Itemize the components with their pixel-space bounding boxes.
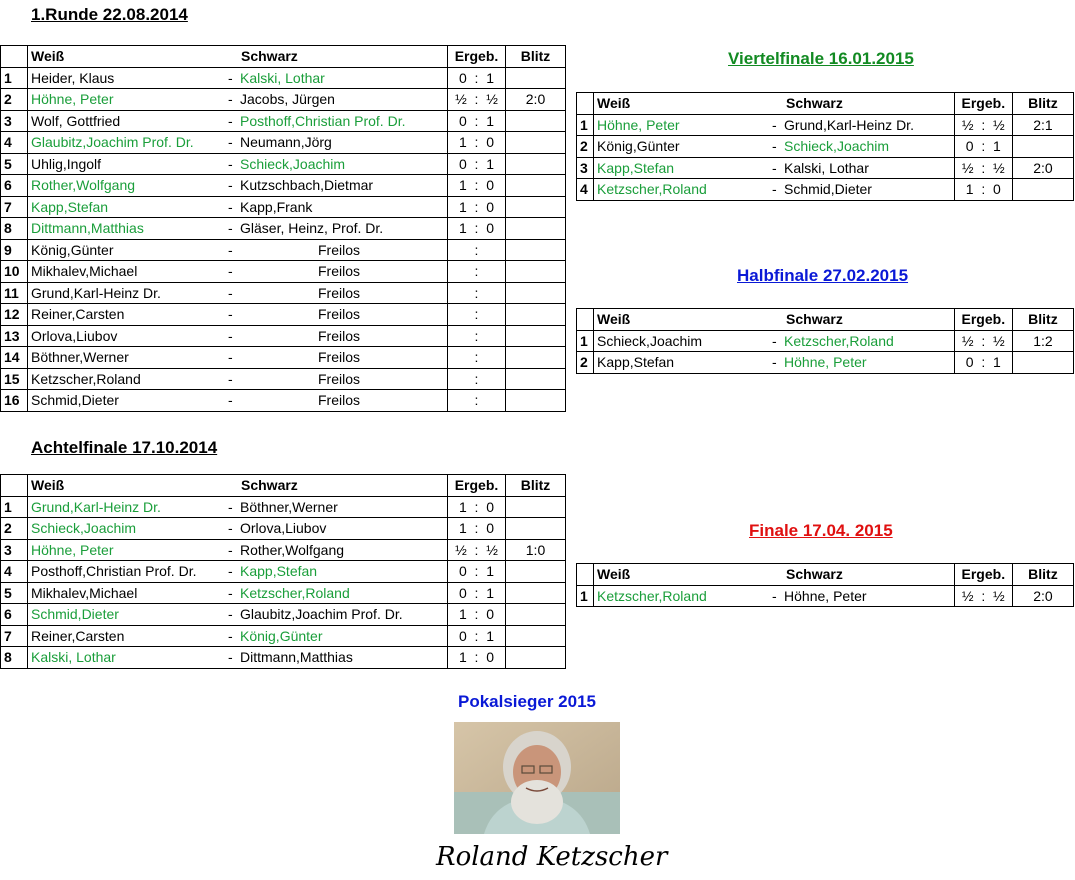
table-row [577,179,1074,201]
viertel-title: Viertelfinale 16.01.2015 [728,49,914,68]
white-player: Kapp,Stefan [31,198,109,215]
header-white: Weiß [31,477,65,493]
black-player: Freilos [318,349,361,365]
black-player: Posthoff,Christian Prof. Dr. [240,112,406,129]
header-black: Schwarz [241,477,298,493]
result-cell: : [448,368,506,390]
result-cell: : [448,261,506,283]
table-row [1,561,566,583]
header-number [1,475,28,497]
black-player: Orlova,Liubov [240,520,327,536]
table-header-row [1,475,566,497]
black-player: Kalski, Lothar [784,159,869,176]
row-number: 7 [1,196,28,218]
result-cell: 1 : 0 [448,196,506,218]
pairing-cell [28,625,448,647]
result-cell: 1 : 0 [954,179,1012,201]
blitz-cell [506,561,566,583]
black-player: Dittmann,Matthias [240,649,353,665]
white-player: Kapp,Stefan [597,354,675,370]
pairing-cell [28,539,448,561]
header-white: Weiß [597,95,631,111]
header-white: Weiß [597,311,631,327]
pairing-cell [28,132,448,154]
black-player: Freilos [318,284,361,301]
pairing-dash: - [228,584,233,601]
black-player: Schieck,Joachim [240,155,346,172]
header-black: Schwarz [786,566,843,582]
blitz-cell [506,368,566,390]
row-number: 10 [1,261,28,283]
pairing-dash: - [228,606,233,622]
header-result: Ergeb. [954,564,1012,586]
header-white: Weiß [597,566,631,582]
table-row [1,110,566,132]
result-cell: 1 : 0 [448,175,506,197]
blitz-cell [506,110,566,132]
row-number: 1 [577,114,594,136]
portrait-photo [454,722,620,834]
table-row [577,157,1074,179]
row-number: 5 [1,582,28,604]
pairing-dash: - [228,284,233,301]
black-player: Ketzscher,Roland [240,584,350,601]
blitz-cell [506,390,566,412]
achtel-title: Achtelfinale 17.10.2014 [31,438,218,457]
white-player: Höhne, Peter [31,91,114,107]
pairing-cell [28,647,448,669]
pairing-cell [28,239,448,261]
result-cell: 0 : 1 [448,153,506,175]
blitz-cell [1012,352,1073,374]
halb-title: Halbfinale 27.02.2015 [737,266,909,285]
header-black: Schwarz [241,48,298,64]
table-header-row [577,93,1074,115]
pairing-cell [594,179,955,201]
result-cell: 0 : 1 [448,561,506,583]
header-players [28,475,448,497]
pairing-cell [28,325,448,347]
black-player: Freilos [318,370,361,387]
white-player: Mikhalev,Michael [31,584,138,601]
table-row [1,582,566,604]
blitz-cell [506,347,566,369]
table-row [1,67,566,89]
white-player: Glaubitz,Joachim Prof. Dr. [31,134,194,150]
table-row [1,390,566,412]
round1-title: 1.Runde 22.08.2014 [31,5,188,24]
blitz-cell: 1:2 [1012,330,1073,352]
black-player: Böthner,Werner [240,498,338,515]
result-cell: : [448,282,506,304]
result-cell: : [448,390,506,412]
pairing-dash: - [228,112,233,129]
header-number [577,93,594,115]
pairing-dash: - [228,220,233,236]
pairing-cell [28,218,448,240]
blitz-cell [506,153,566,175]
table-row [1,239,566,261]
pairing-cell [28,196,448,218]
blitz-cell [506,196,566,218]
white-player: König,Günter [597,138,680,154]
pairing-cell [28,282,448,304]
white-player: Heider, Klaus [31,69,115,86]
header-players [594,564,955,586]
pairing-dash: - [228,349,233,365]
pairing-cell [594,136,955,158]
result-cell: 1 : 0 [448,604,506,626]
pairing-cell [28,175,448,197]
header-number [577,309,594,331]
white-player: Schmid,Dieter [31,606,119,622]
row-number: 13 [1,325,28,347]
white-player: Schieck,Joachim [31,520,137,536]
row-number: 3 [577,157,594,179]
row-number: 3 [1,110,28,132]
white-player: Böthner,Werner [31,349,129,365]
row-number: 14 [1,347,28,369]
black-player: Neumann,Jörg [240,134,332,150]
pairing-dash: - [228,327,233,344]
header-blitz: Blitz [506,46,566,68]
row-number: 7 [1,625,28,647]
achtel-table [0,474,566,669]
table-row [577,330,1074,352]
black-player: Freilos [318,392,361,408]
black-player: Freilos [318,241,361,258]
white-player: König,Günter [31,241,114,258]
finale-title: Finale 17.04. 2015 [749,521,893,540]
white-player: Höhne, Peter [597,116,680,133]
header-white: Weiß [31,48,65,64]
black-player: Freilos [318,306,361,322]
row-number: 4 [1,561,28,583]
pairing-cell [28,496,448,518]
pairing-dash: - [228,306,233,322]
result-cell: 0 : 1 [954,352,1012,374]
pairing-cell [28,110,448,132]
pairing-dash: - [228,69,233,86]
table-header-row [577,309,1074,331]
pairing-dash: - [228,155,233,172]
white-player: Kalski, Lothar [31,649,116,665]
header-blitz: Blitz [1012,564,1073,586]
header-blitz: Blitz [1012,93,1073,115]
pairing-dash: - [228,177,233,193]
black-player: Höhne, Peter [784,587,867,604]
result-cell: ½ : ½ [448,89,506,111]
table-row [1,518,566,540]
pairing-dash: - [772,332,777,349]
table-row [1,175,566,197]
black-player: Rother,Wolfgang [240,541,345,558]
row-number: 2 [1,89,28,111]
black-player: Höhne, Peter [784,354,867,370]
result-cell: ½ : ½ [954,330,1012,352]
result-cell: 1 : 0 [448,518,506,540]
white-player: Grund,Karl-Heinz Dr. [31,284,161,301]
result-cell: 0 : 1 [448,625,506,647]
header-black: Schwarz [786,311,843,327]
black-player: Ketzscher,Roland [784,332,894,349]
white-player: Schieck,Joachim [597,332,703,349]
result-cell: ½ : ½ [954,114,1012,136]
table-row [577,352,1074,374]
header-players [594,309,955,331]
result-cell: ½ : ½ [954,157,1012,179]
black-player: Gläser, Heinz, Prof. Dr. [240,220,384,236]
header-black: Schwarz [786,95,843,111]
blitz-cell [1012,179,1073,201]
pairing-cell [594,352,955,374]
blitz-cell [506,132,566,154]
result-cell: 0 : 1 [954,136,1012,158]
black-player: Grund,Karl-Heinz Dr. [784,116,914,133]
row-number: 1 [1,67,28,89]
blitz-cell [506,218,566,240]
header-blitz: Blitz [506,475,566,497]
header-number [1,46,28,68]
white-player: Reiner,Carsten [31,306,125,322]
black-player: König,Günter [240,627,323,644]
table-row [1,347,566,369]
row-number: 15 [1,368,28,390]
white-player: Mikhalev,Michael [31,263,138,279]
blitz-cell [506,304,566,326]
pairing-dash: - [772,354,777,370]
row-number: 12 [1,304,28,326]
pairing-cell [28,261,448,283]
pairing-dash: - [772,181,777,197]
blitz-cell: 1:0 [506,539,566,561]
pairing-cell [594,157,955,179]
table-header-row [577,564,1074,586]
black-player: Kutzschbach,Dietmar [240,177,374,193]
blitz-cell [506,582,566,604]
table-row [1,196,566,218]
result-cell: 1 : 0 [448,132,506,154]
pairing-cell [594,585,955,607]
table-row [1,368,566,390]
row-number: 11 [1,282,28,304]
white-player: Reiner,Carsten [31,627,125,644]
result-cell: 1 : 0 [448,647,506,669]
row-number: 1 [1,496,28,518]
white-player: Rother,Wolfgang [31,177,136,193]
header-blitz: Blitz [1012,309,1073,331]
pairing-dash: - [228,541,233,558]
pairing-dash: - [228,392,233,408]
pairing-dash: - [772,138,777,154]
pairing-dash: - [228,134,233,150]
result-cell: : [448,304,506,326]
pairing-cell [28,89,448,111]
result-cell: : [448,325,506,347]
blitz-cell [506,625,566,647]
pairing-dash: - [228,649,233,665]
pairing-dash: - [228,520,233,536]
result-cell: 1 : 0 [448,496,506,518]
row-number: 2 [577,136,594,158]
pairing-dash: - [228,198,233,215]
result-cell: 0 : 1 [448,582,506,604]
table-row [1,496,566,518]
white-player: Höhne, Peter [31,541,114,558]
blitz-cell [506,604,566,626]
blitz-cell [506,518,566,540]
row-number: 16 [1,390,28,412]
white-player: Ketzscher,Roland [597,587,707,604]
header-number [577,564,594,586]
blitz-cell [506,67,566,89]
header-players [594,93,955,115]
blitz-cell [506,325,566,347]
pairing-dash: - [228,241,233,258]
result-cell: 0 : 1 [448,110,506,132]
pairing-cell [28,347,448,369]
round1-table [0,45,566,412]
table-header-row [1,46,566,68]
pairing-cell [28,561,448,583]
pairing-cell [28,153,448,175]
pairing-cell [28,518,448,540]
blitz-cell: 2:0 [1012,157,1073,179]
row-number: 3 [1,539,28,561]
white-player: Schmid,Dieter [31,392,119,408]
white-player: Ketzscher,Roland [31,370,141,387]
table-row [1,539,566,561]
table-row [1,261,566,283]
blitz-cell [506,647,566,669]
header-players [28,46,448,68]
pairing-dash: - [772,116,777,133]
winner-signature: Roland Ketzscher [436,842,668,872]
row-number: 6 [1,604,28,626]
pairing-dash: - [772,587,777,604]
pairing-dash: - [772,159,777,176]
white-player: Ketzscher,Roland [597,181,707,197]
result-cell: : [448,347,506,369]
pairing-cell [28,67,448,89]
result-cell: 0 : 1 [448,67,506,89]
halb-table [576,308,1074,374]
table-row [1,89,566,111]
row-number: 1 [577,585,594,607]
blitz-cell: 2:0 [506,89,566,111]
row-number: 8 [1,647,28,669]
pairing-cell [594,114,955,136]
black-player: Jacobs, Jürgen [240,91,335,107]
result-cell: ½ : ½ [954,585,1012,607]
black-player: Freilos [318,263,361,279]
header-result: Ergeb. [448,46,506,68]
black-player: Kalski, Lothar [240,69,325,86]
table-row [1,218,566,240]
result-cell: 1 : 0 [448,218,506,240]
blitz-cell [506,261,566,283]
blitz-cell [506,496,566,518]
black-player: Freilos [318,327,361,344]
row-number: 5 [1,153,28,175]
blitz-cell: 2:0 [1012,585,1073,607]
row-number: 6 [1,175,28,197]
black-player: Schieck,Joachim [784,138,890,154]
finale-table [576,563,1074,607]
table-row [577,114,1074,136]
pairing-cell [28,604,448,626]
pairing-cell [28,368,448,390]
black-player: Glaubitz,Joachim Prof. Dr. [240,606,403,622]
pairing-cell [28,304,448,326]
viertel-table [576,92,1074,201]
white-player: Uhlig,Ingolf [31,155,102,172]
table-row [1,282,566,304]
blitz-cell [1012,136,1073,158]
blitz-cell [506,239,566,261]
black-player: Kapp,Frank [240,198,313,215]
pairing-dash: - [228,263,233,279]
row-number: 4 [577,179,594,201]
pairing-dash: - [228,498,233,515]
white-player: Dittmann,Matthias [31,220,144,236]
pairing-dash: - [228,91,233,107]
row-number: 1 [577,330,594,352]
white-player: Kapp,Stefan [597,159,675,176]
pairing-dash: - [228,370,233,387]
pairing-dash: - [228,627,233,644]
row-number: 8 [1,218,28,240]
row-number: 2 [577,352,594,374]
table-row [1,153,566,175]
row-number: 2 [1,518,28,540]
result-cell: ½ : ½ [448,539,506,561]
table-row [1,625,566,647]
winner-title: Pokalsieger 2015 [458,692,596,711]
white-player: Posthoff,Christian Prof. Dr. [31,563,197,579]
table-row [1,132,566,154]
white-player: Orlova,Liubov [31,327,118,344]
pairing-cell [28,390,448,412]
white-player: Wolf, Gottfried [31,112,121,129]
table-row [1,304,566,326]
black-player: Schmid,Dieter [784,181,872,197]
table-row [1,647,566,669]
blitz-cell: 2:1 [1012,114,1073,136]
table-row [577,136,1074,158]
header-result: Ergeb. [954,309,1012,331]
pairing-dash: - [228,563,233,579]
blitz-cell [506,175,566,197]
table-row [1,604,566,626]
row-number: 9 [1,239,28,261]
result-cell: : [448,239,506,261]
pairing-cell [28,582,448,604]
header-result: Ergeb. [954,93,1012,115]
blitz-cell [506,282,566,304]
header-result: Ergeb. [448,475,506,497]
row-number: 4 [1,132,28,154]
winner-photo [454,722,620,834]
pairing-cell [594,330,955,352]
table-row [1,325,566,347]
white-player: Grund,Karl-Heinz Dr. [31,498,161,515]
black-player: Kapp,Stefan [240,563,318,579]
table-row [577,585,1074,607]
